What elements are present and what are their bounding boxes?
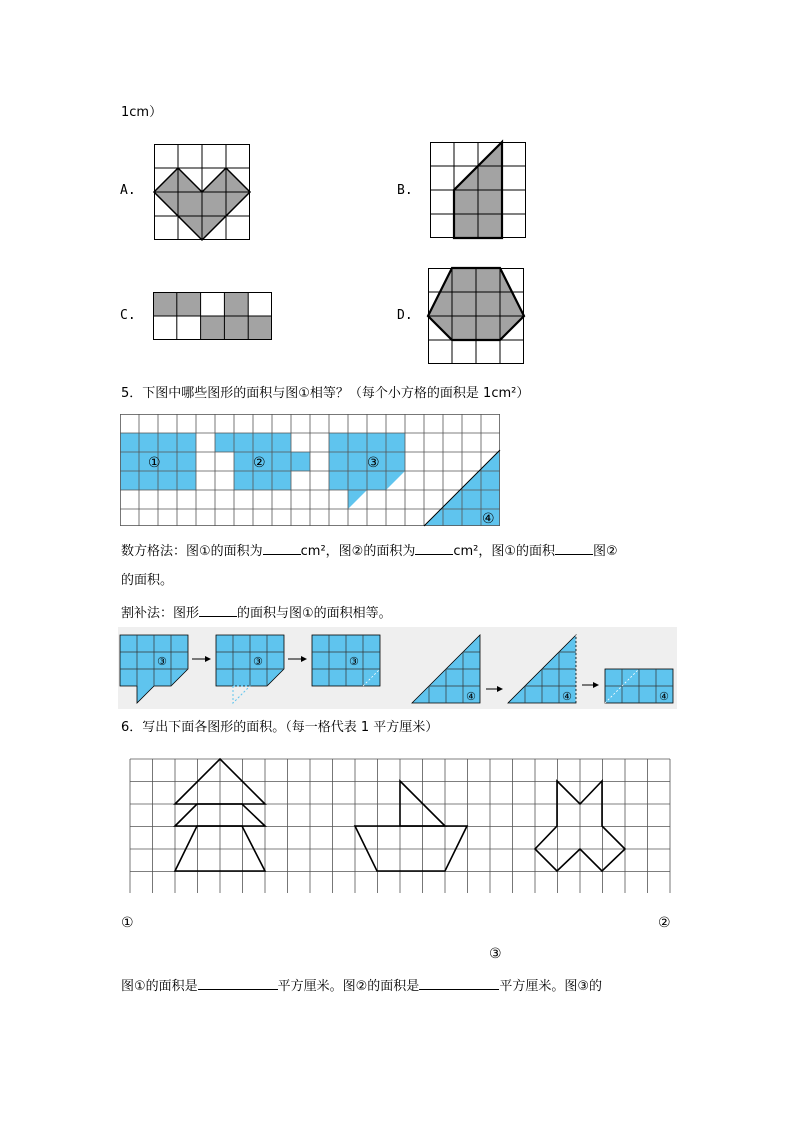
option-d-label: D.	[397, 308, 413, 323]
q5-count-text-3: cm²，图①的面积	[453, 544, 556, 559]
q5-grid-figure	[120, 414, 500, 526]
q6-answer-text-a: 图①的面积是	[121, 979, 198, 994]
q5-fig1-label: ①	[148, 455, 161, 471]
q6-blank-fig2[interactable]	[419, 976, 499, 990]
top-fragment: 1cm）	[121, 105, 163, 120]
q5-blank-figure[interactable]	[199, 603, 237, 617]
q5-cut-text-1: 割补法：图形	[121, 606, 200, 621]
option-a-heart-figure	[154, 144, 250, 240]
option-a-label: A.	[120, 183, 136, 198]
q5-cut-method-line	[121, 603, 392, 623]
q5-count-text-1: 数方格法：图①的面积为	[121, 544, 263, 559]
panel-label-3: ③	[349, 655, 359, 668]
panel-label-6: ④	[659, 690, 669, 703]
panel-label-1: ③	[157, 655, 167, 668]
q5-fig4-label: ④	[482, 511, 495, 527]
q6-blank-fig1[interactable]	[198, 976, 278, 990]
q6-mark-1: ①	[121, 915, 134, 931]
option-c-cells-figure	[153, 292, 272, 340]
q6-answer-text-c: 平方厘米。图③的	[499, 979, 602, 994]
q6-mark-2: ②	[658, 915, 671, 931]
option-b-trapezoid-figure	[430, 142, 526, 238]
q5-blank-compare[interactable]	[555, 541, 593, 555]
q5-count-method-line	[121, 541, 618, 561]
q5-blank-area2[interactable]	[415, 541, 453, 555]
q5-fig3-label: ③	[367, 455, 380, 471]
q6-answer-line	[121, 976, 602, 996]
panel-label-5: ④	[562, 690, 572, 703]
q5-fig2-label: ②	[253, 455, 266, 471]
q5-title: 5．下图中哪些图形的面积与图①相等？（每个小方格的面积是 1cm²）	[121, 386, 530, 401]
q5-blank-area1[interactable]	[263, 541, 301, 555]
q5-count-method-line2: 的面积。	[121, 573, 174, 588]
option-b-label: B.	[397, 183, 413, 198]
q6-mark-3: ③	[489, 946, 502, 962]
q5-count-text-2: cm²，图②的面积为	[300, 544, 416, 559]
q6-grid-figure	[130, 759, 670, 893]
panel-label-2: ③	[253, 655, 263, 668]
option-d-pentagon-figure	[428, 268, 524, 364]
q5-count-text-4: 图②	[593, 544, 618, 559]
q6-answer-text-b: 平方厘米。图②的面积是	[277, 979, 420, 994]
q5-cut-text-2: 的面积与图①的面积相等。	[237, 606, 392, 621]
cut-fill-steps-figure	[118, 627, 677, 709]
panel-label-4: ④	[466, 690, 476, 703]
option-c-label: C.	[120, 308, 136, 323]
q6-title: 6．写出下面各图形的面积。（每一格代表 1 平方厘米）	[121, 720, 439, 735]
